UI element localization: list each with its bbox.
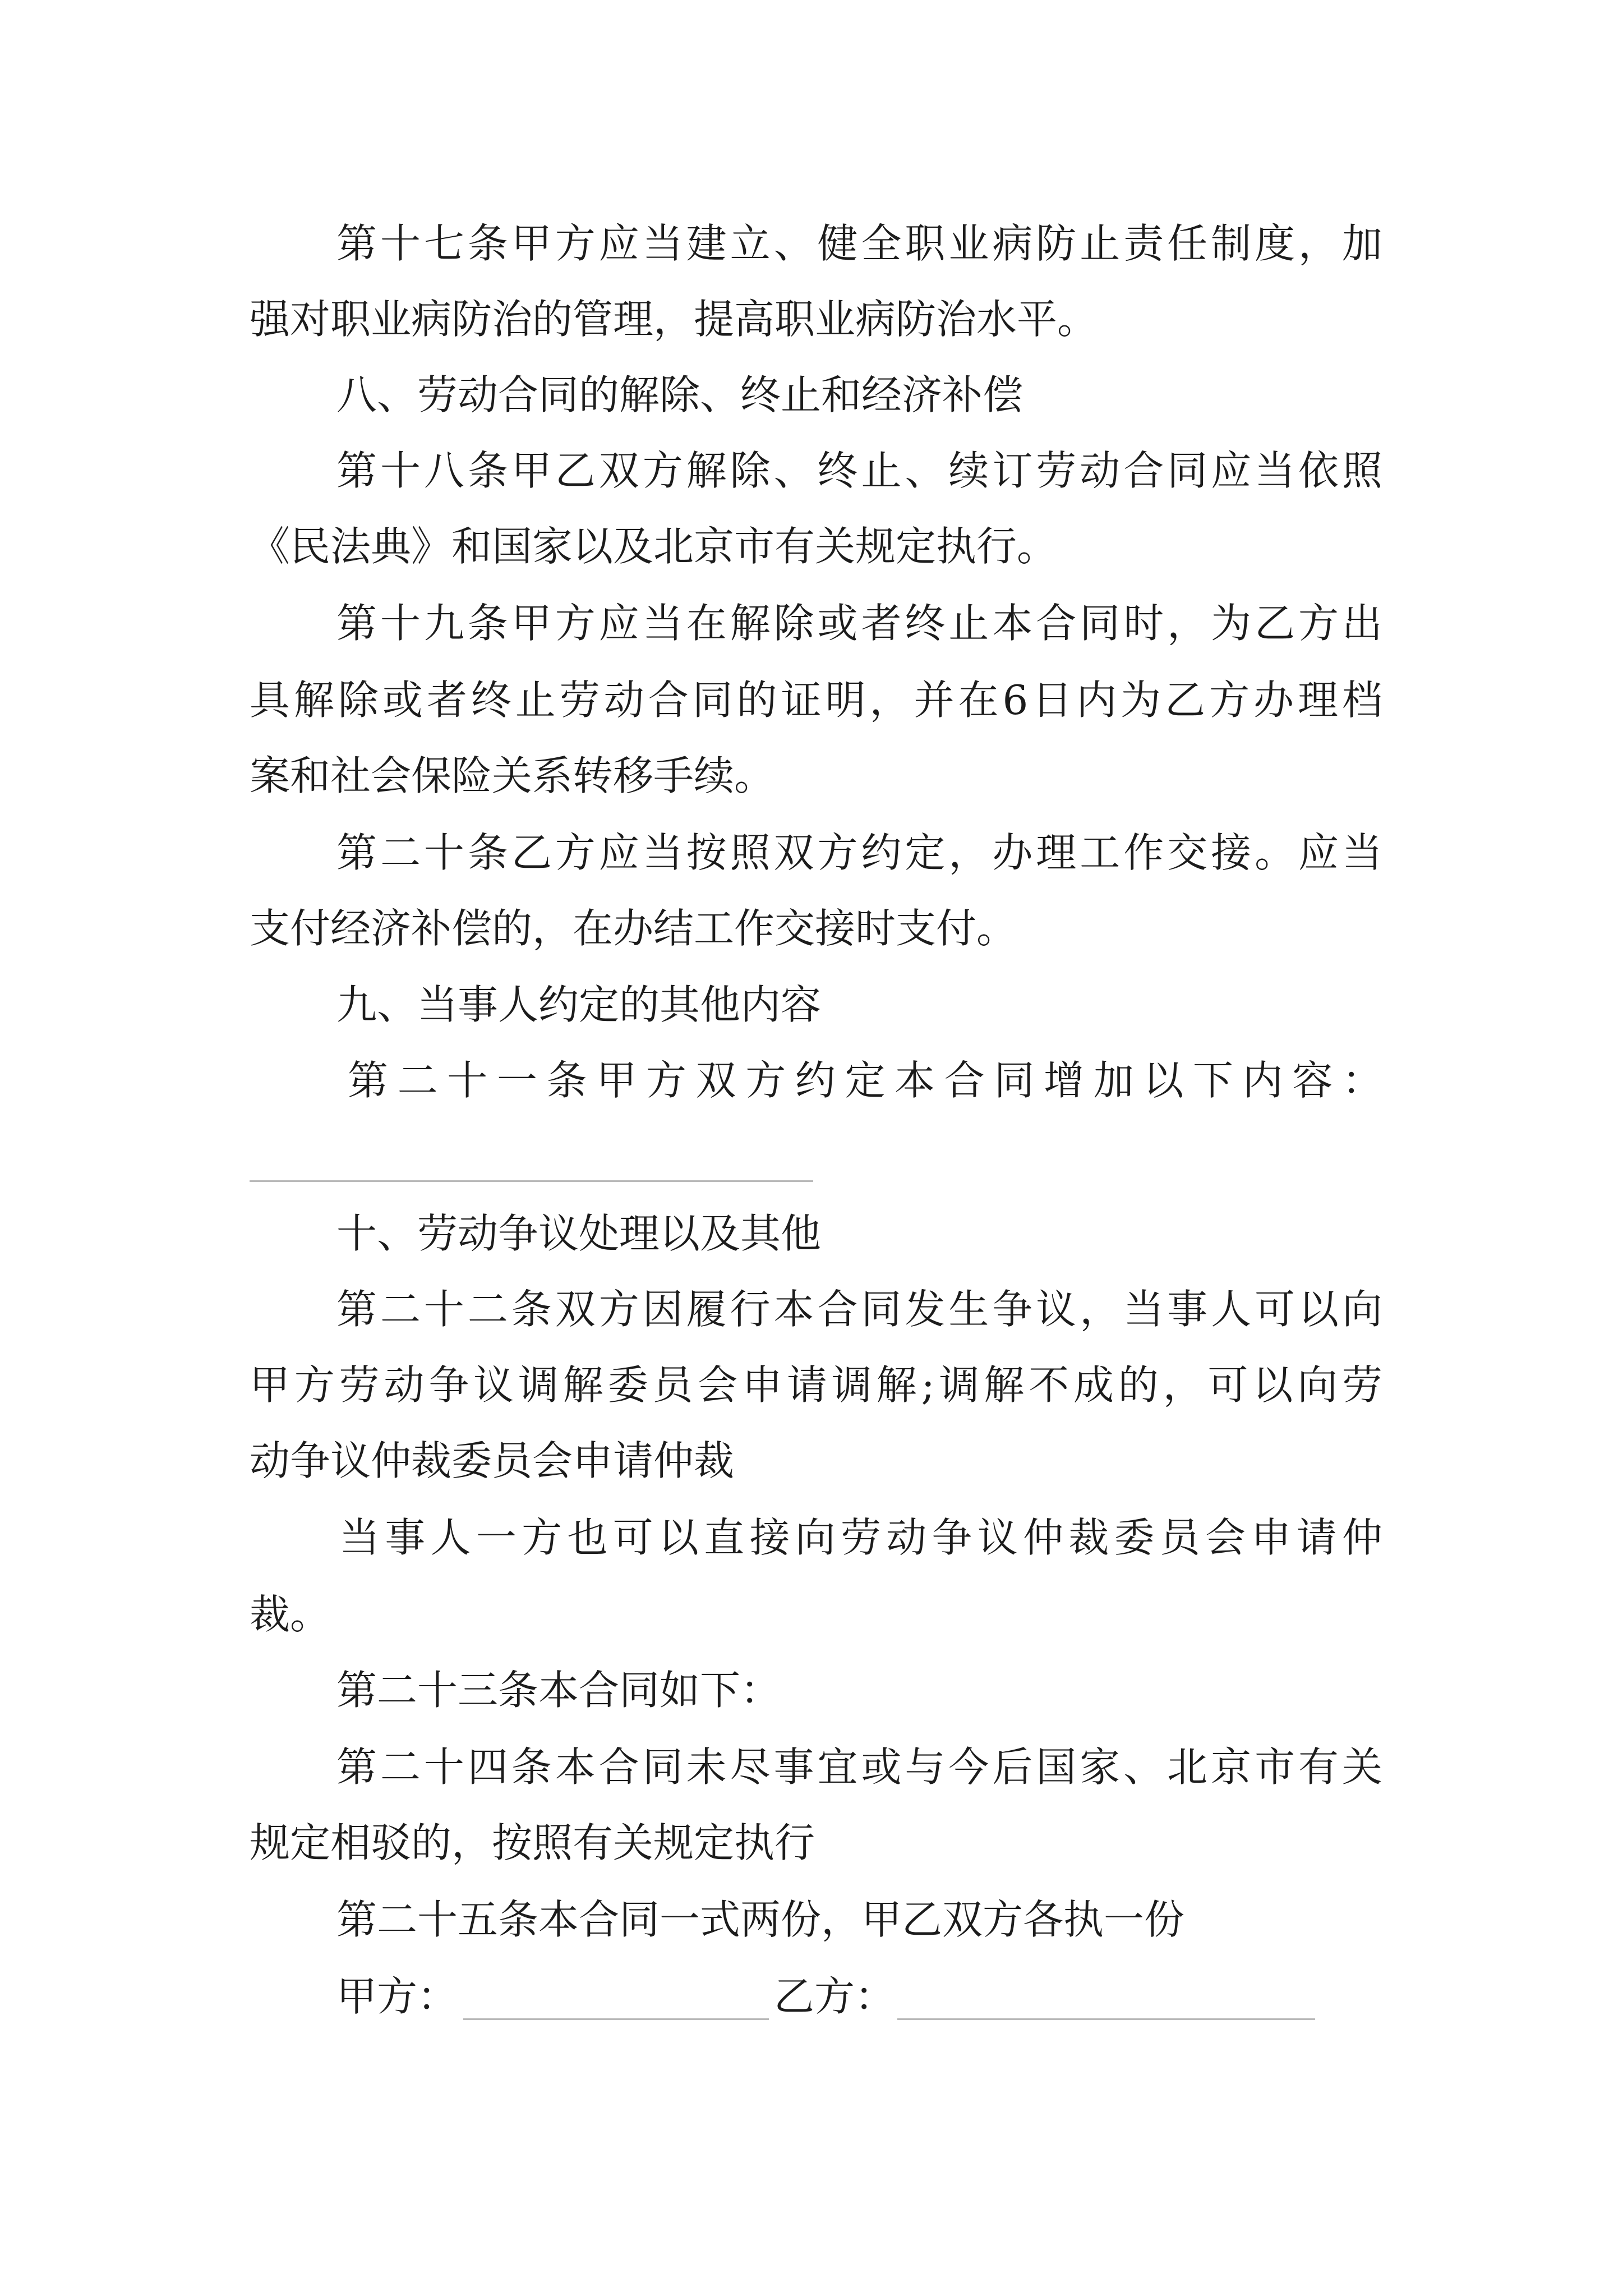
section-heading-9: 九、当事人约定的其他内容	[336, 981, 822, 1028]
paragraph-line-1: 第十七条甲方应当建立、健全职业病防止责任制度，加	[336, 220, 1382, 267]
section-heading-10: 十、劳动争议处理以及其他	[336, 1210, 822, 1257]
paragraph-line-8: 案和社会保险关系转移手续。	[250, 752, 775, 799]
paragraph-line-19: 第二十三条本合同如下：	[336, 1667, 781, 1714]
party-a-label: 甲方：	[336, 1973, 458, 2020]
paragraph-line-10: 支付经济补偿的，在办结工作交接时支付。	[250, 905, 1017, 952]
paragraph-line-2: 强对职业病防治的管理，提高职业病防治水平。	[250, 296, 1098, 343]
paragraph-line-12: 第二十一条甲方双方约定本合同增加以下内容：	[348, 1057, 1382, 1104]
paragraph-line-18: 裁。	[250, 1591, 331, 1638]
paragraph-line-4: 第十八条甲乙双方解除、终止、续订劳动合同应当依照	[336, 447, 1382, 494]
paragraph-line-21: 规定相驳的，按照有关规定执行	[250, 1819, 815, 1866]
paragraph-line-6: 第十九条甲方应当在解除或者终止本合同时，为乙方出	[336, 600, 1382, 647]
paragraph-line-5: 《民法典》和国家以及北京市有关规定执行。	[250, 523, 1058, 570]
paragraph-line-17: 当事人一方也可以直接向劳动争议仲裁委员会申请仲	[339, 1514, 1382, 1561]
paragraph-line-9: 第二十条乙方应当按照双方约定，办理工作交接。应当	[336, 829, 1382, 876]
paragraph-line-14: 第二十二条双方因履行本合同发生争议，当事人可以向	[336, 1286, 1382, 1333]
paragraph-line-16: 动争议仲裁委员会申请仲裁	[250, 1437, 735, 1484]
party-a-signature-line	[463, 2018, 769, 2020]
section-heading-8: 八、劳动合同的解除、终止和经济补偿	[336, 371, 1023, 418]
paragraph-line-15: 甲方劳动争议调解委员会申请调解;调解不成的，可以向劳	[250, 1361, 1382, 1409]
party-b-label: 乙方：	[774, 1973, 896, 2020]
party-b-signature-line	[897, 2018, 1315, 2020]
paragraph-line-22: 第二十五条本合同一式两份，甲乙双方各执一份	[336, 1896, 1185, 1943]
paragraph-line-20: 第二十四条本合同未尽事宜或与今后国家、北京市有关	[336, 1743, 1382, 1791]
fill-in-blank-line	[250, 1180, 813, 1182]
paragraph-line-7: 具解除或者终止劳动合同的证明，并在6日内为乙方办理档	[250, 677, 1382, 724]
